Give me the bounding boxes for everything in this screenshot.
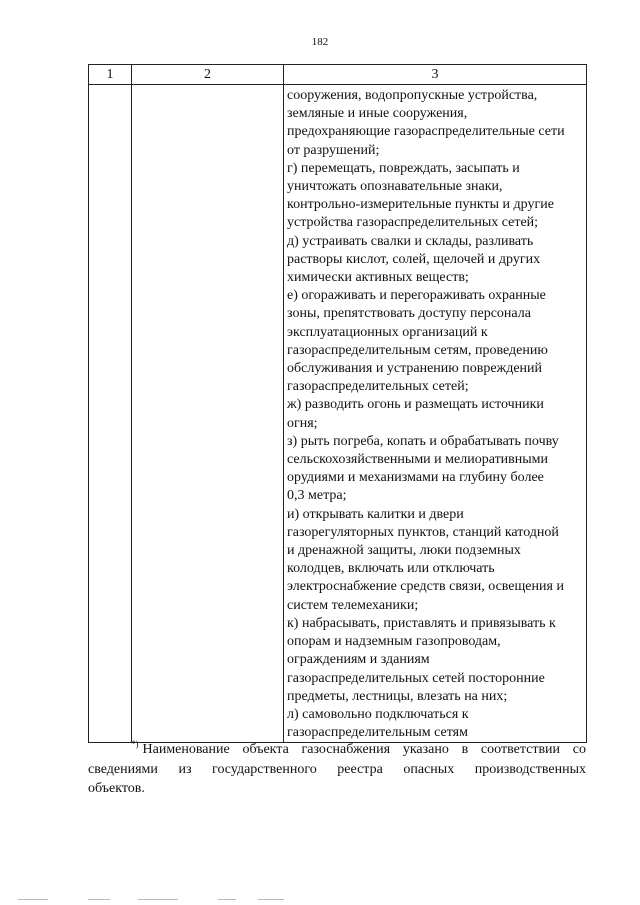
footnote-marker: *) (131, 739, 139, 750)
text-line: химически активных веществ; (287, 270, 469, 286)
text-line: контрольно-измерительные пункты и другие (287, 197, 554, 213)
footnote (88, 740, 586, 799)
text-line: л) самовольно подключаться к (287, 706, 469, 722)
footnote-line-3: объектов. (88, 781, 145, 796)
text-line: 0,3 метра; (287, 488, 347, 504)
table-cell-col3 (284, 85, 587, 743)
text-line: растворы кислот, солей, щелочей и других (287, 251, 541, 267)
text-line: газорегуляторных пунктов, станций катодной (287, 524, 559, 540)
document-table (88, 64, 587, 743)
text-line: и дренажной защиты, люки подземных (287, 543, 521, 559)
text-line: от разрушений; (287, 142, 380, 158)
table-row (89, 85, 587, 743)
text-line: газораспределительным сетям, проведению (287, 342, 548, 358)
column-header-2: 2 (132, 65, 284, 85)
text-line: к) набрасывать, приставлять и привязывать к (287, 615, 556, 631)
text-line: земляные и иные сооружения, (287, 106, 468, 122)
text-line: устройства газораспределительных сетей; (287, 215, 539, 231)
footnote-line-2: сведениями из государственного реестра опасных производственных (88, 761, 586, 777)
text-line: опорам и надземным газопроводам, (287, 634, 501, 650)
text-line: сельскохозяйственными и мелиоративными (287, 452, 549, 468)
restrictions-text (284, 85, 586, 742)
text-line: колодцев, включать или отключать (287, 561, 495, 577)
text-line: г) перемещать, повреждать, засыпать и (287, 160, 520, 176)
table-header-row (89, 65, 587, 85)
text-line: огня; (287, 415, 318, 431)
text-line: д) устраивать свалки и склады, разливать (287, 233, 534, 249)
scan-artifact-strip (18, 899, 298, 901)
text-line: эксплуатационных организаций к (287, 324, 488, 340)
table-cell-col2 (132, 85, 284, 743)
text-line: з) рыть погреба, копать и обрабатывать почву (287, 433, 559, 449)
text-line: предохраняющие газораспределительные сети (287, 124, 565, 140)
text-line: ж) разводить огонь и размещать источники (287, 397, 544, 413)
text-line: газораспределительных сетей; (287, 379, 469, 395)
text-line: зоны, препятствовать доступу персонала (287, 306, 531, 322)
text-line: е) огораживать и перегораживать охранные (287, 288, 546, 304)
column-header-3: 3 (284, 65, 587, 85)
text-line: систем телемеханики; (287, 597, 419, 613)
column-header-1: 1 (89, 65, 132, 85)
text-line: предметы, лестницы, влезать на них; (287, 688, 508, 704)
text-line: обслуживания и устранению повреждений (287, 361, 543, 377)
page-number: 182 (311, 36, 329, 48)
text-line: ограждениям и зданиям (287, 652, 430, 668)
footnote-text-1: Наименование объекта газоснабжения указано в соответствии со (142, 742, 586, 757)
text-line: газораспределительным сетям (287, 725, 468, 741)
text-line: уничтожать опознавательные знаки, (287, 179, 503, 195)
text-line: и) открывать калитки и двери (287, 506, 464, 522)
text-line: электроснабжение средств связи, освещения и (287, 579, 564, 595)
footnote-line-1 (88, 740, 586, 760)
text-line: газораспределительных сетей посторонние (287, 670, 545, 686)
text-line: сооружения, водопропускные устройства, (287, 88, 538, 103)
text-line: орудиями и механизмами на глубину более (287, 470, 544, 486)
table-cell-col1 (89, 85, 132, 743)
